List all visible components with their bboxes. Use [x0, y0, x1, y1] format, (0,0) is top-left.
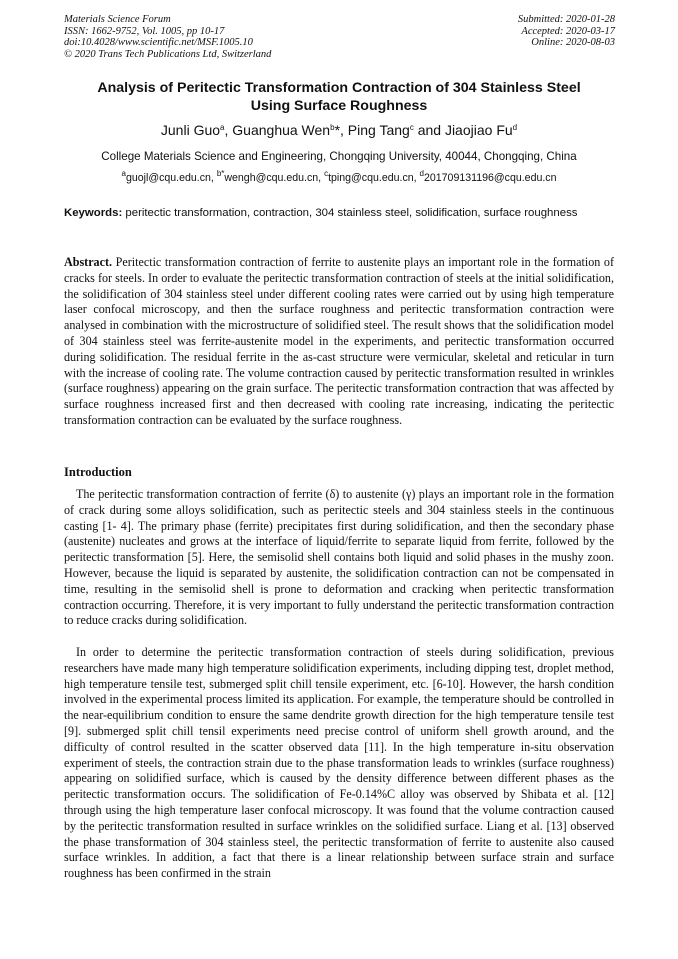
title-line-1: Analysis of Peritectic Transformation Contraction of 304 Stainless Steel: [97, 80, 581, 96]
paper-title: [50, 79, 628, 115]
keywords-label: Keywords:: [64, 207, 123, 219]
copyright-line: © 2020 Trans Tech Publications Ltd, Switzerland: [64, 48, 272, 60]
doi-line: doi:10.4028/www.scientific.net/MSF.1005.10: [64, 37, 253, 48]
author-mark: b: [330, 123, 335, 132]
author-list: [40, 122, 638, 138]
email-list: [40, 169, 638, 184]
author-mark: a: [220, 123, 225, 132]
abstract-text: Peritectic transformation contraction of ferrite to austenite plays an important role in the formation of cracks for steels. In order to evaluate the peritectic transformation contraction of steels at the initial solidification, the solidification of 304 stainless steel under different cooling rates were carried out by using high temperature laser confocal microscopy, and then the surface roughness and peritectic transformation contraction were analysed in combination with the microstructure of solidified steel. The result shows that the solidification model of 304 stainless steel was ferrite-austenite model in the experiments, and peritectic transformation occurred during solidification. The residual ferrite in the as-cast structure were vermicular, skeletal and reticular in turn with the increase of cooling rate. The volume contraction caused by peritectic transformation resulted in wrinkles (surface roughness) appearing on the grain surface. The peritectic transformation contraction that was affected by surface roughness increased first and then decreased with cooling rate increasing, indicating the peritectic transformation contraction can be evaluated by the surface roughness.: [64, 255, 614, 427]
accepted-date: Accepted: 2020-03-17: [521, 25, 615, 37]
email-mark: d: [419, 169, 424, 178]
email-mark: c: [324, 169, 329, 178]
issn-line: ISSN: 1662-9752, Vol. 1005, pp 10-17: [64, 25, 225, 37]
email-address[interactable]: tping@cqu.edu.cn,: [328, 172, 420, 184]
email-mark: a: [121, 169, 126, 178]
keywords-block: [64, 206, 613, 221]
affiliation: College Materials Science and Engineering, Chongqing University, 40044, Chongqing, China: [101, 150, 577, 163]
author-name: *, Ping Tang: [334, 122, 410, 138]
online-date: Online: 2020-08-03: [531, 37, 615, 48]
email-address[interactable]: wengh@cqu.edu.cn,: [224, 172, 325, 184]
title-line-2: Using Surface Roughness: [250, 98, 428, 114]
email-address[interactable]: guojl@cqu.edu.cn,: [125, 172, 217, 184]
author-mark: c: [409, 123, 414, 132]
email-address[interactable]: 201709131196@cqu.edu.cn: [423, 172, 557, 184]
author-name: Junli Guo: [160, 122, 221, 138]
introduction-heading: Introduction: [64, 465, 132, 479]
author-name: and Jiaojiao Fu: [413, 122, 513, 138]
intro-paragraph-1: The peritectic transformation contraction of ferrite (δ) to austenite (γ) plays an important role in the formation of crack during some alloys solidification, such as peritectic steels and 304 stainless steels in the continuous casting [1- 4]. The primary phase (ferrite) precipitates first during solidification, and then the secondary phase (austenite) nucleates and grows at the interface of liquid/ferrite to separate liquid from ferrite, followed by the peritectic transformation [5]. Here, the semisolid shell contains both liquid and solid phases in the mushy zoon. However, because the liquid is separated by austenite, the solidification contraction can not be compensated in time, resulting in the semisolid shell is prone to deformation and cracking when peritectic transformation contraction occurring. Therefore, it is very important to fully understand the peritectic transformation contraction to reduce cracks during solidification.: [64, 487, 614, 628]
submitted-date: Submitted: 2020-01-28: [517, 14, 615, 25]
abstract-block: [64, 255, 614, 429]
email-mark: b*: [216, 169, 225, 178]
keywords-text: peritectic transformation, contraction, 304 stainless steel, solidification, surface roughness: [122, 207, 578, 219]
intro-paragraph-2: In order to determine the peritectic transformation contraction of steels during solidification, previous researchers have made many high temperature solidification experiments, including dipping test, droplet method, high temperature tensile test, submerged split chill tensile experiment, etc. [6-10]. However, the harsh condition involved in the experimental process limited its application. For example, the temperature should be controlled in the near-equilibrium condition to ensure the same dendrite growth direction for the high temperature tensile test [9]. submerged split chill tensil experiments need precise control of uniform shell growth around, and the difficulty of control resulted in the scatter observed data [11]. In the high temperature in-situ observation experiment of steels, the contraction strain due to the phase transformation leads to wrinkles (surface roughness) appearing on solidified surface, which is caused by the density difference between different phases as the peritectic transformation occurs. The solidification of Fe-0.14%C alloy was observed by Shibata et al. [12] through using the high temperature laser confocal microscopy. It was found that the volume contraction caused by the peritectic transformation resulted in surface wrinkles on the solidified surface. Liang et al. [13] observed the phase transformation of 304 stainless steel, the peritectic transformation of ferrite to austenite also caused surface wrinkles. In addition, a fact that there is a linear relationship between surface strain and surface roughness has been confirmed in the strain: [64, 645, 614, 881]
author-mark: d: [512, 123, 518, 132]
author-name: , Guanghua Wen: [224, 122, 331, 138]
dates-header: [518, 14, 615, 49]
journal-name: Materials Science Forum: [64, 14, 171, 25]
journal-header: [64, 14, 271, 60]
abstract-label: Abstract.: [64, 255, 113, 269]
